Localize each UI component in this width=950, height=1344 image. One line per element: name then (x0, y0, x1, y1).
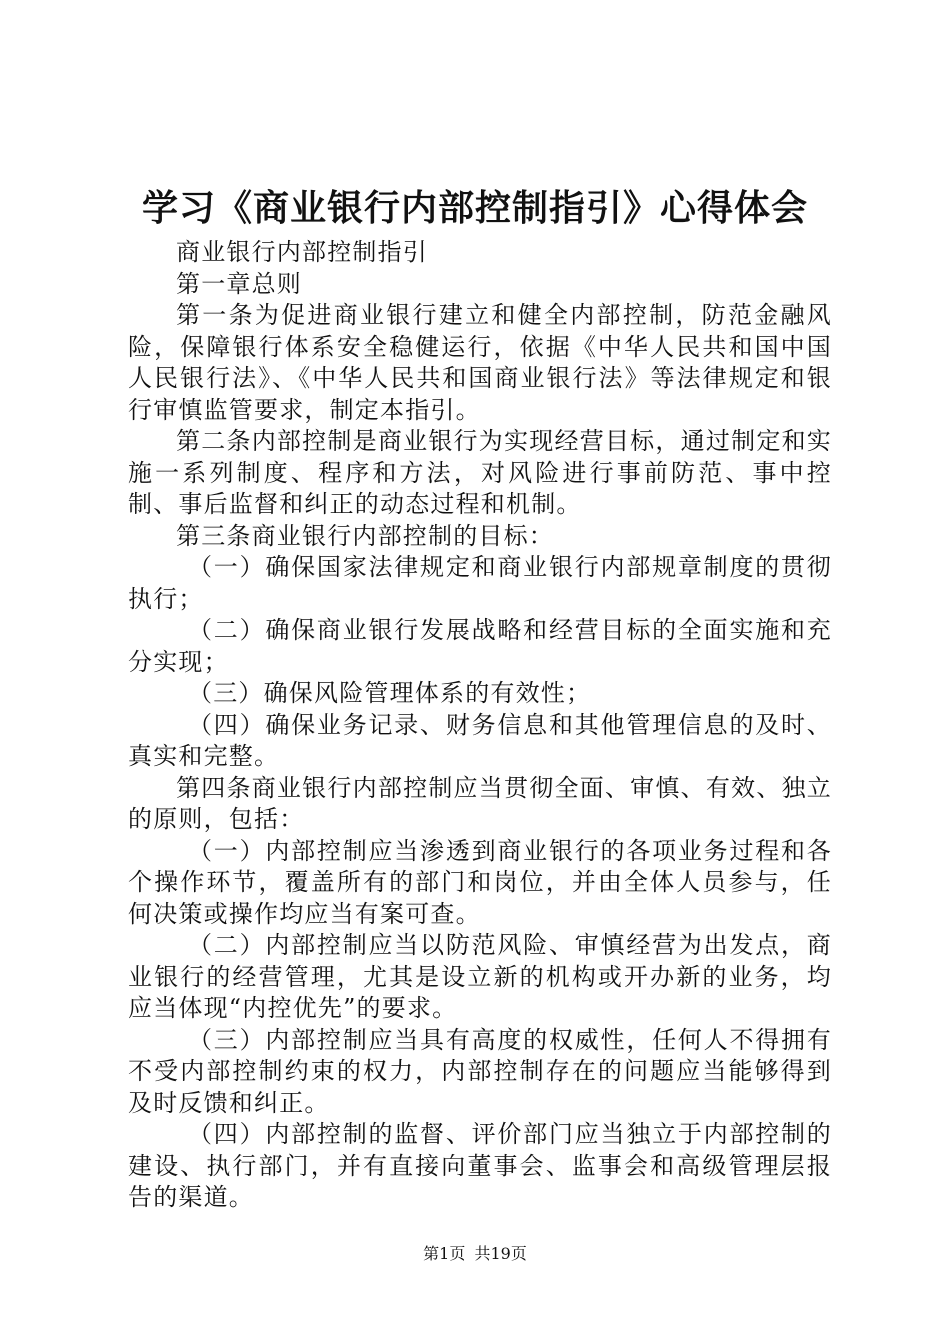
list-item: （三）确保风险管理体系的有效性； (188, 679, 592, 707)
body-paragraph: 第一条为促进商业银行建立和健全内部控制，防范金融风险，保障银行体系安全稳健运行，依据《中华人民共和国中国人民银行法》、《中华人民共和国商业银行法》等法律规定和银行审慎监管要求，制定本指引。 (128, 301, 832, 424)
list-item: （四）内部控制的监督、评价部门应当独立于内部控制的建设、执行部门，并有直接向董事会、监事会和高级管理层报告的渠道。 (128, 1120, 832, 1211)
page-total: 共19页 (474, 1244, 527, 1263)
list-item: （二）内部控制应当以防范风险、审慎经营为出发点，商业银行的经营管理，尤其是设立新的机构或开办新的业务，均应当体现“内控优先”的要求。 (128, 931, 832, 1022)
body-paragraph: 商业银行内部控制指引 (176, 238, 428, 266)
list-item: （一）内部控制应当渗透到商业银行的各项业务过程和各个操作环节，覆盖所有的部门和岗位，并由全体人员参与，任何决策或操作均应当有案可查。 (128, 836, 832, 928)
body-paragraph: 第二条内部控制是商业银行为实现经营目标，通过制定和实施一系列制度、程序和方法，对风险进行事前防范、事中控制、事后监督和纠正的动态过程和机制。 (128, 427, 832, 518)
body-paragraph: 第四条商业银行内部控制应当贯彻全面、审慎、有效、独立的原则，包括： (128, 773, 832, 833)
list-item: （四）确保业务记录、财务信息和其他管理信息的及时、真实和完整。 (128, 710, 832, 770)
list-item: （一）确保国家法律规定和商业银行内部规章制度的贯彻执行； (128, 553, 832, 613)
document-title: 学习《商业银行内部控制指引》心得体会 (141, 188, 808, 229)
page-footer (0, 1244, 950, 1264)
list-item: （三）内部控制应当具有高度的权威性，任何人不得拥有不受内部控制约束的权力，内部控制存在的问题应当能够得到及时反馈和纠正。 (128, 1025, 832, 1117)
list-item: （二）确保商业银行发展战略和经营目标的全面实施和充分实现； (128, 616, 832, 676)
page-number: 第1页 (423, 1244, 466, 1263)
document-body (128, 237, 832, 1214)
body-paragraph: 第三条商业银行内部控制的目标： (176, 521, 554, 550)
body-paragraph: 第一章总则 (176, 269, 302, 298)
